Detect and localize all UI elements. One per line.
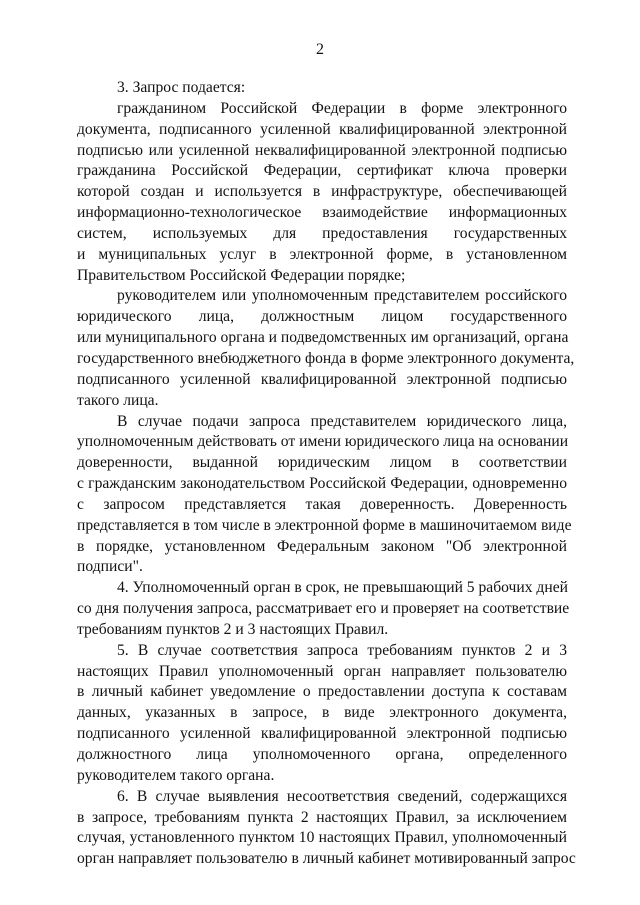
text-line: 6. В случае выявления несоответствия сведений, содержащихся (117, 787, 567, 805)
page-number: 2 (316, 41, 324, 58)
text-line: подписи". (77, 558, 143, 576)
text-line: орган направляет пользователю в личный кабинет мотивированный запрос (77, 850, 576, 868)
paragraph-clause-5 (77, 641, 567, 787)
paragraph-clause-3-representative (77, 412, 572, 579)
text-line: государственного внебюджетного фонда в форме электронного документа, (77, 349, 575, 367)
text-line: подписью или усиленной неквалифицированной электронной подписью (77, 141, 567, 159)
text-line: с гражданским законодательством Российской Федерации, одновременно (77, 475, 567, 493)
text-line: уполномоченным действовать от имени юридического лица на основании (77, 433, 569, 451)
text-line: информационно-технологическое взаимодействие информационных (77, 204, 567, 222)
text-line: подписанного усиленной квалифицированной электронной подписью (77, 725, 567, 743)
text-line: требованиям пунктов 2 и 3 настоящих Правил. (77, 620, 389, 638)
paragraph-clause-4 (77, 578, 570, 641)
paragraph-clause-3-heading (77, 78, 567, 99)
text-line: которой создан и используется в инфраструктуре, обеспечивающей (77, 183, 567, 201)
text-line: или муниципального органа и подведомственных им организаций, органа (77, 329, 569, 347)
text-line: юридического лица, должностным лицом государственного (77, 308, 567, 326)
text-line: руководителем такого органа. (77, 766, 275, 784)
text-line: со дня получения запроса, рассматривает его и проверяет на соответствие (77, 600, 570, 618)
text-line: данных, указанных в запросе, в виде электронного документа, (77, 704, 567, 722)
text-line: систем, используемых для предоставления государственных (77, 224, 567, 242)
paragraph-clause-3-citizen (77, 99, 567, 287)
text-line: Правительством Российской Федерации порядке; (77, 266, 406, 284)
document-body (77, 78, 576, 870)
text-line: в личный кабинет уведомление о предоставлении доступа к составам (77, 683, 567, 701)
text-line: гражданином Российской Федерации в форме электронного (117, 99, 567, 117)
text-line: руководителем или уполномоченным представителем российского (117, 287, 567, 305)
text-line: 4. Уполномоченный орган в срок, не превышающий 5 рабочих дней (117, 579, 568, 597)
text-line: в запросе, требованиям пункта 2 настоящих Правил, за исключением (77, 808, 567, 826)
text-line: с запросом представляется такая доверенность. Доверенность (77, 495, 567, 513)
text-line: подписанного усиленной квалифицированной электронной подписью (77, 370, 567, 388)
text-line: настоящих Правил уполномоченный орган направляет пользователю (77, 662, 567, 680)
text-line: в порядке, установленном Федеральным законом "Об электронной (77, 537, 567, 555)
text-line: и муниципальных услуг в электронной форме, в установленном (77, 245, 567, 263)
text-line: документа, подписанного усиленной квалифицированной электронной (77, 120, 567, 138)
text-line: гражданина Российской Федерации, сертификат ключа проверки (77, 162, 567, 180)
text-line: 5. В случае соответствия запроса требованиям пунктов 2 и 3 (117, 641, 567, 659)
text-line: случая, установленного пунктом 10 настоящих Правил, уполномоченный (77, 829, 567, 847)
paragraph-clause-3-legal-entity (77, 286, 575, 411)
text-line: представляется в том числе в электронной форме в машиночитаемом виде (77, 516, 572, 534)
text-line: такого лица. (77, 391, 159, 409)
paragraph-clause-6 (77, 787, 576, 870)
text-line: должностного лица уполномоченного органа, определенного (77, 746, 567, 763)
text-line: доверенности, выданной юридическим лицом в соответствии (77, 454, 567, 472)
text-line: 3. Запрос подается: (117, 79, 246, 96)
text-line: В случае подачи запроса представителем юридического лица, (117, 412, 567, 430)
